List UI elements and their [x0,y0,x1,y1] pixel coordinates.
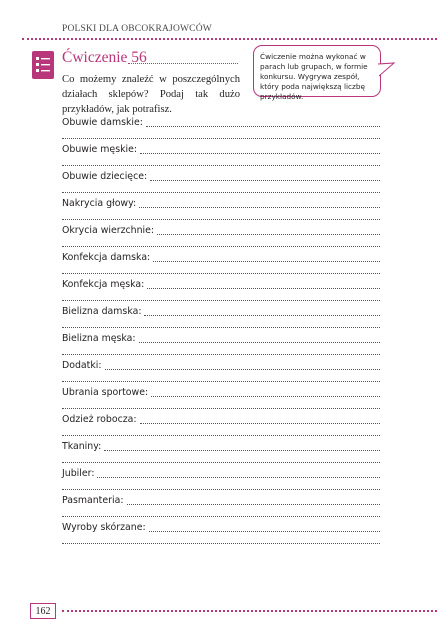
answer-dotted-line[interactable] [139,342,380,343]
answer-dotted-line-2[interactable] [62,408,380,409]
category-label: Bielizna damska: [62,306,142,317]
category-row [62,439,380,466]
category-label: Obuwie dziecięce: [62,171,148,182]
category-row [62,304,380,331]
answer-dotted-line-2[interactable] [62,489,380,490]
category-list [62,115,380,547]
category-label: Odzież robocza: [62,414,137,425]
category-row [62,412,380,439]
answer-line[interactable] [62,385,380,399]
answer-dotted-line[interactable] [147,288,380,289]
answer-line[interactable] [62,493,380,507]
answer-dotted-line-2[interactable] [62,462,380,463]
answer-dotted-line[interactable] [97,477,380,478]
category-label: Jubiler: [62,468,95,479]
category-row [62,385,380,412]
answer-dotted-line[interactable] [127,504,381,505]
answer-line[interactable] [62,169,380,183]
answer-dotted-line[interactable] [139,207,380,208]
category-label: Ubrania sportowe: [62,387,149,398]
category-row [62,196,380,223]
category-label: Dodatki: [62,360,102,371]
category-row [62,142,380,169]
answer-dotted-line-2[interactable] [62,300,380,301]
category-row [62,223,380,250]
answer-line[interactable] [62,223,380,237]
answer-dotted-line[interactable] [140,153,380,154]
answer-dotted-line-2[interactable] [62,435,380,436]
category-row [62,493,380,520]
category-row [62,250,380,277]
answer-line[interactable] [62,142,380,156]
answer-line[interactable] [62,250,380,264]
answer-dotted-line[interactable] [150,180,380,181]
answer-line[interactable] [62,520,380,534]
exercise-title: Ćwiczenie 56 [62,49,147,66]
answer-dotted-line-2[interactable] [62,246,380,247]
answer-line[interactable] [62,466,380,480]
answer-dotted-line[interactable] [140,423,380,424]
answer-dotted-line-2[interactable] [62,381,380,382]
answer-line[interactable] [62,277,380,291]
running-header: POLSKI DLA OBCOKRAJOWCÓW [62,24,212,34]
answer-dotted-line[interactable] [105,369,380,370]
category-label: Konfekcja damska: [62,252,151,263]
answer-dotted-line-2[interactable] [62,192,380,193]
category-label: Konfekcja męska: [62,279,145,290]
answer-dotted-line-2[interactable] [62,543,380,544]
category-row [62,115,380,142]
category-label: Pasmanteria: [62,495,124,506]
category-row [62,331,380,358]
hint-text: Ćwiczenie można wykonać w parach lub grupach, w formie konkursu. Wygrywa zespół, który poda największą liczbę przykładów. [260,52,368,101]
exercise-title-dotted-rule [128,63,238,64]
category-label: Tkaniny: [62,441,102,452]
category-row [62,169,380,196]
category-label: Bielizna męska: [62,333,136,344]
category-label: Okrycia wierzchnie: [62,225,155,236]
category-row [62,466,380,493]
answer-dotted-line[interactable] [157,234,380,235]
answer-dotted-line-2[interactable] [62,327,380,328]
exercise-instruction: Co możemy znaleźć w poszczególnych działach sklepów? Podaj tak dużo przykładów, jak potrafisz. [62,74,240,115]
answer-line[interactable] [62,196,380,210]
footer-dotted-rule [62,610,437,612]
answer-line[interactable] [62,358,380,372]
category-label: Obuwie męskie: [62,144,138,155]
answer-line[interactable] [62,439,380,453]
category-row [62,277,380,304]
category-row [62,358,380,385]
category-row [62,520,380,547]
answer-line[interactable] [62,115,380,129]
header-dotted-rule [22,38,437,40]
page-number: 162 [30,603,56,619]
answer-dotted-line[interactable] [151,396,380,397]
exercise-icon [32,51,54,79]
category-label: Obuwie damskie: [62,117,143,128]
category-label: Nakrycia głowy: [62,198,137,209]
answer-dotted-line[interactable] [146,126,380,127]
answer-dotted-line-2[interactable] [62,354,380,355]
answer-dotted-line[interactable] [149,531,380,532]
bubble-tail [378,62,396,80]
answer-dotted-line-2[interactable] [62,165,380,166]
answer-dotted-line-2[interactable] [62,138,380,139]
answer-dotted-line[interactable] [153,261,380,262]
answer-dotted-line-2[interactable] [62,273,380,274]
answer-dotted-line-2[interactable] [62,516,380,517]
category-label: Wyroby skórzane: [62,522,146,533]
answer-dotted-line-2[interactable] [62,219,380,220]
answer-dotted-line[interactable] [104,450,380,451]
hint-bubble [253,45,381,101]
answer-line[interactable] [62,331,380,345]
answer-line[interactable] [62,412,380,426]
answer-dotted-line[interactable] [144,315,380,316]
answer-line[interactable] [62,304,380,318]
